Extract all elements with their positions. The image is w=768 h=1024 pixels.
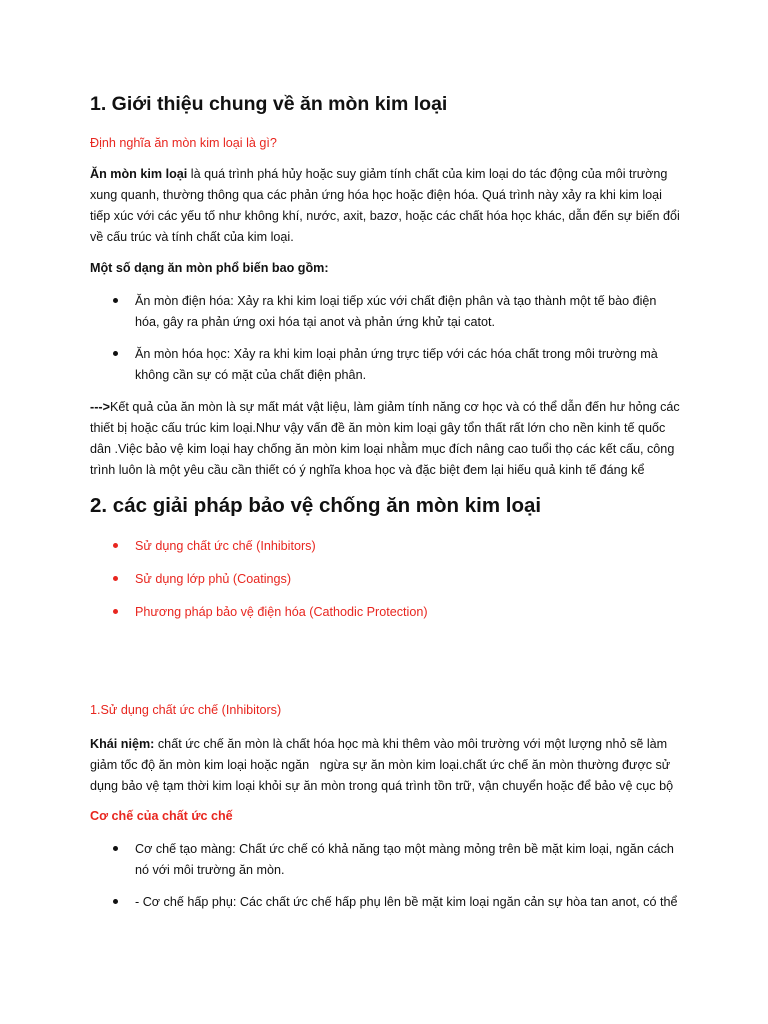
list-item-line: hóa, gây ra phản ứng oxi hóa tại anot và phản ứng khử tại catot. [135, 315, 495, 329]
types-heading: Một số dạng ăn mòn phổ biến bao gồm: [90, 261, 329, 275]
list-item-text [135, 839, 695, 881]
list-item-line: không cần sự có mặt của chất điện phân. [135, 368, 367, 382]
consequence-line-1-text: Kết quả của ăn mòn là sự mất mát vật liệu, làm giảm tính năng cơ học và có thể dẫn đến hư hỏng các [109, 400, 680, 414]
list-item-line: Ăn mòn điện hóa: Xảy ra khi kim loại tiếp xúc với chất điện phân và tạo thành một tế bào điện [135, 294, 657, 308]
bullet-icon [113, 543, 118, 548]
bullet-icon [113, 609, 118, 614]
mechanism-heading: Cơ chế của chất ức chế [90, 809, 233, 823]
consequence-line-4: trình luôn là một yêu cầu cần thiết có ý nghĩa khoa học và đặc biệt đem lại hiếu quả kinh tế đáng kể [90, 463, 645, 477]
consequence-line-1 [90, 397, 690, 418]
concept-paragraph [90, 734, 690, 797]
bullet-icon [113, 298, 118, 303]
list-item-text [135, 892, 695, 913]
list-item-line: nó với môi trường ăn mòn. [135, 863, 285, 877]
bullet-icon [113, 846, 118, 851]
definition-line-2: xung quanh, thường thông qua các phản ứng hóa học hoặc điện hóa. Quá trình này xảy ra khi kim loại [90, 188, 662, 202]
bullet-icon [113, 576, 118, 581]
concept-line-2: giảm tốc độ ăn mòn kim loại hoặc ngăn ngừa sự ăn mòn kim loại.chất ức chế ăn mòn thường được sử [90, 758, 671, 772]
solution-text: Phương pháp bảo vệ điện hóa (Cathodic Protection) [135, 605, 428, 619]
solution-text: Sử dụng chất ức chế (Inhibitors) [135, 539, 316, 553]
bullet-icon [113, 351, 118, 356]
section2-heading: 2. các giải pháp bảo vệ chống ăn mòn kim loại [90, 494, 542, 517]
section1-heading: 1. Giới thiệu chung về ăn mòn kim loại [90, 93, 448, 115]
definition-line-4: về cấu trúc và tính chất của kim loại. [90, 230, 294, 244]
definition-line-1-text: là quá trình phá hủy hoặc suy giảm tính chất của kim loại do tác động của môi trường [187, 167, 668, 181]
definition-question: Định nghĩa ăn mòn kim loại là gì? [90, 136, 277, 150]
arrow-marker: ---> [90, 400, 110, 414]
list-item-line: Ăn mòn hóa học: Xảy ra khi kim loại phản ứng trực tiếp với các hóa chất trong môi trường mà [135, 347, 658, 361]
consequence-paragraph [90, 397, 690, 481]
consequence-line-2: thiết bị hoặc cấu trúc kim loại.Như vậy vấn đề ăn mòn kim loại gây tổn thất rất lớn cho nền kinh tế quốc [90, 421, 666, 435]
definition-paragraph [90, 164, 690, 248]
list-item-line: - Cơ chế hấp phụ: Các chất ức chế hấp phụ lên bề mặt kim loại ngăn cản sự hòa tan anot, có thể [135, 895, 678, 909]
list-item-text [135, 344, 695, 386]
definition-line-1 [90, 164, 690, 185]
concept-term: Khái niệm: [90, 737, 155, 751]
concept-line-1-text: chất ức chế ăn mòn là chất hóa học mà khi thêm vào môi trường với một lượng nhỏ sẽ làm [154, 737, 668, 751]
definition-line-3: tiếp xúc với các yếu tố như không khí, nước, axit, bazơ, hoặc các chất hóa học khác, dẫn đến sự biến đổi [90, 209, 680, 223]
definition-term: Ăn mòn kim loại [90, 167, 188, 181]
solution-text: Sử dụng lớp phủ (Coatings) [135, 572, 292, 586]
subsection1-heading: 1.Sử dụng chất ức chế (Inhibitors) [90, 703, 282, 717]
concept-line-3: dụng bảo vệ tạm thời kim loại khỏi sự ăn mòn trong quá trình tồn trữ, vận chuyển hoặc để bảo vệ cục bộ [90, 779, 674, 793]
bullet-icon [113, 899, 118, 904]
consequence-line-3: dân .Việc bảo vệ kim loại hay chống ăn mòn kim loại nhằm mục đích nâng cao tuổi thọ các kết cấu, công [90, 442, 675, 456]
list-item-text [135, 291, 695, 333]
concept-line-1 [90, 734, 690, 755]
list-item-line: Cơ chế tạo màng: Chất ức chế có khả năng tạo một màng mỏng trên bề mặt kim loại, ngăn cách [135, 842, 674, 856]
